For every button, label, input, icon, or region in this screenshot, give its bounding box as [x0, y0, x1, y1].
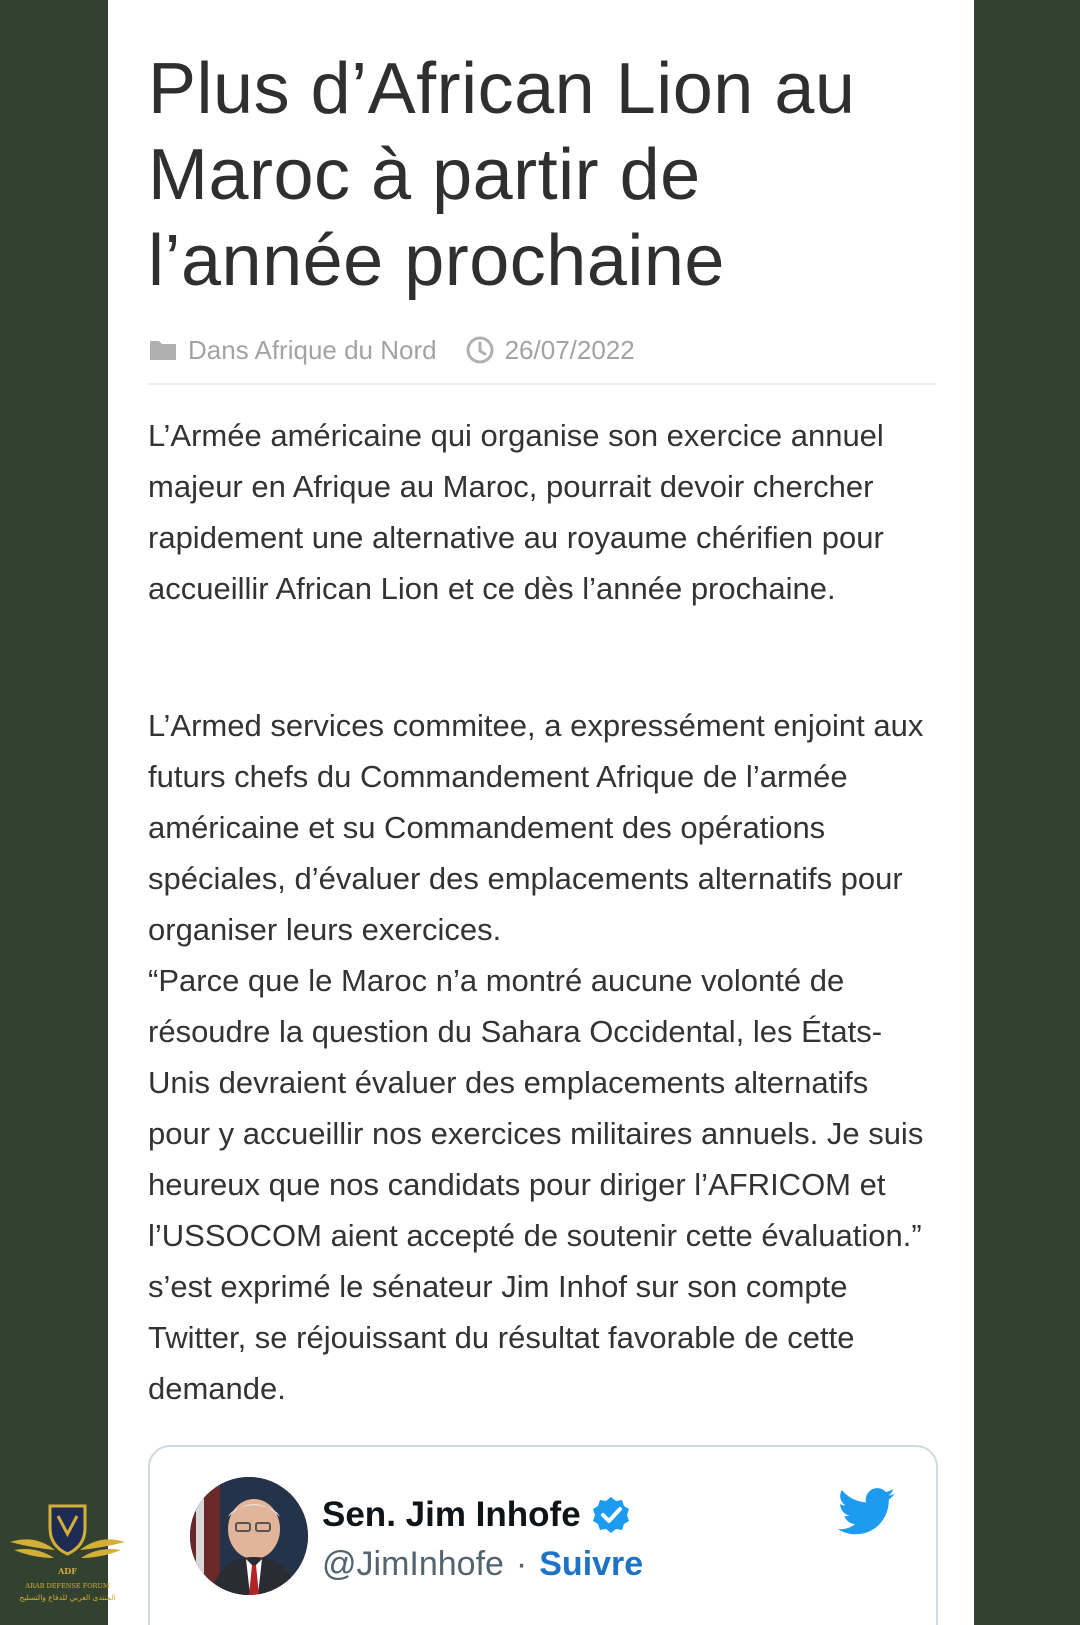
article-meta — [148, 330, 635, 370]
tweet-embed[interactable] — [148, 1445, 938, 1625]
article-title: Plus d’African Lion au Maroc à partir de l’année prochaine — [148, 49, 856, 301]
follow-button[interactable]: Suivre — [539, 1545, 644, 1583]
avatar-portrait — [190, 1477, 308, 1595]
svg-text:ADF: ADF — [58, 1566, 77, 1576]
tweet-author-name[interactable]: Sen. Jim Inhofe — [322, 1495, 581, 1534]
article-paragraph-3: “Parce que le Maroc n’a montré aucune volonté de résoudre la question du Sahara Occidental, les États-Unis devraient évaluer des emplacements alternatifs pour y accueillir nos exercices militaires annuels. Je suis heureux que nos candidats pour diriger l’AFRICOM et l’USSOCOM aient accepté de soutenir cette évaluation.” s’est exprimé le sénateur Jim Inhof sur son compte Twitter, se réjouissant du résultat favorable de cette demande. — [148, 963, 924, 1406]
twitter-bird-icon[interactable] — [838, 1487, 896, 1537]
forum-logo — [0, 1500, 135, 1625]
tweet-user-info[interactable] — [322, 1493, 643, 1584]
forum-logo-name: ARAB DEFENSE FORUM — [25, 1582, 110, 1590]
article-card — [108, 0, 974, 1625]
meta-divider — [148, 383, 936, 385]
meta-date — [465, 335, 635, 366]
tweet-handle-row — [322, 1545, 643, 1584]
meta-date-text: 26/07/2022 — [504, 334, 635, 365]
article-paragraph-1: L’Armée américaine qui organise son exercice annuel majeur en Afrique au Maroc, pourrait devoir chercher rapidement une alternative au royaume chérifien pour accueillir African Lion et ce dès l’année prochaine. — [148, 418, 884, 606]
tweet-handle[interactable]: @JimInhofe — [322, 1545, 504, 1583]
forum-logo-arabic: المنتدى العربي للدفاع والتسليح — [19, 1593, 116, 1602]
meta-category[interactable] — [148, 335, 437, 366]
verified-badge-icon — [591, 1495, 631, 1535]
clock-icon — [465, 335, 495, 365]
article-paragraph-2: L’Armed services commitee, a expressément enjoint aux futurs chefs du Commandement Afrique de l’armée américaine et su Commandement des opérations spéciales, d’évaluer des emplacements alternatifs pour organiser leurs exercices. — [148, 708, 924, 947]
tweet-name-row — [322, 1493, 643, 1537]
avatar[interactable] — [190, 1477, 308, 1595]
folder-icon — [148, 335, 178, 365]
tweet-separator: · — [515, 1545, 528, 1583]
meta-category-link[interactable]: Dans Afrique du Nord — [188, 334, 437, 365]
